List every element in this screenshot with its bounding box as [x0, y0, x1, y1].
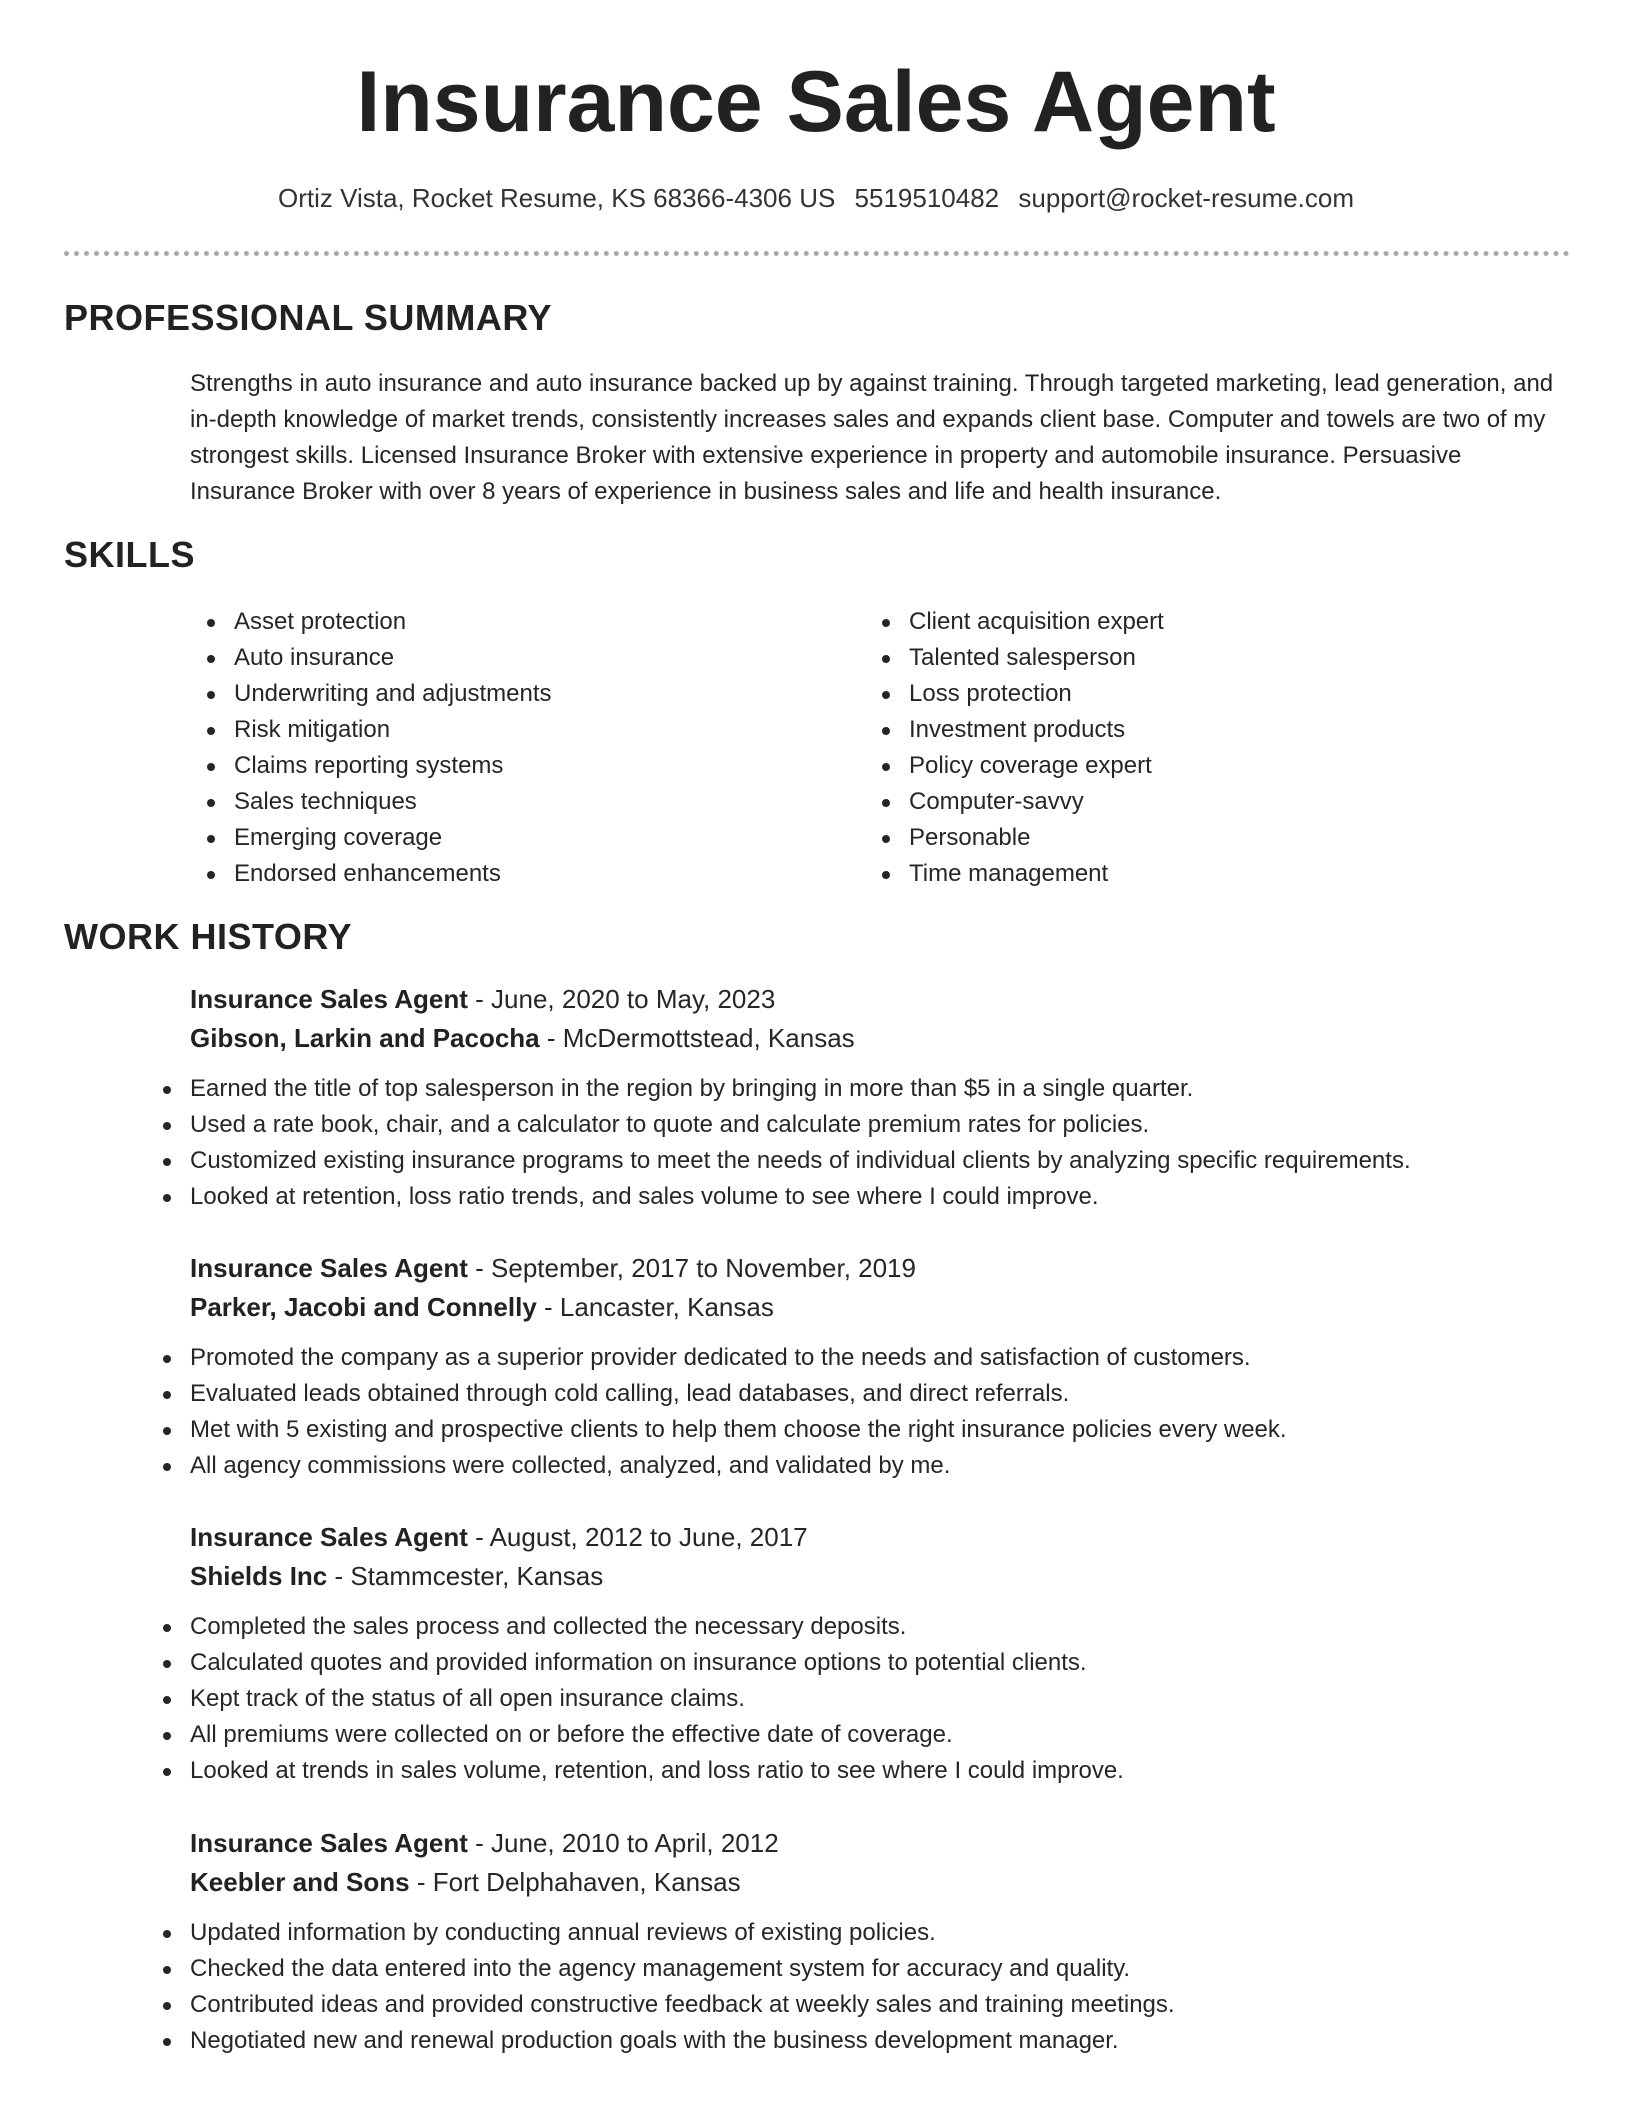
- skill-item: Sales techniques: [190, 784, 830, 820]
- job-bullets: [190, 1071, 1570, 1215]
- job-role: Insurance Sales Agent: [190, 1253, 468, 1283]
- skills-list-right: [865, 604, 1505, 892]
- contact-address: Ortiz Vista, Rocket Resume, KS 68366-4306 US: [277, 183, 836, 213]
- skill-item: Emerging coverage: [190, 820, 830, 856]
- skill-item: Policy coverage expert: [865, 748, 1505, 784]
- contact-phone: 5519510482: [854, 183, 1000, 213]
- job-company-line: [190, 1019, 1570, 1058]
- job-title-line: [190, 1518, 1570, 1557]
- job-dates: - August, 2012 to June, 2017: [467, 1522, 808, 1552]
- skill-item: Investment products: [865, 712, 1505, 748]
- work-history-heading: WORK HISTORY: [64, 916, 353, 957]
- skills-list-left: [190, 604, 830, 892]
- job-company: Keebler and Sons: [190, 1867, 410, 1897]
- skill-item: Computer-savvy: [865, 784, 1505, 820]
- job-bullet: Met with 5 existing and prospective clients to help them choose the right insurance policies every week.: [146, 1412, 1570, 1448]
- job-title-line: [190, 980, 1570, 1019]
- job-bullet: Checked the data entered into the agency management system for accuracy and quality.: [146, 1951, 1570, 1987]
- candidate-name: Insurance Sales Agent: [356, 54, 1276, 150]
- summary-text: Strengths in auto insurance and auto insurance backed up by against training. Through targeted marketing, lead generation, and in-depth knowledge of market trends, consistently increases sales and expands client base. Computer and towels are two of my strongest skills. Licensed Insurance Broker with extensive experience in property and automobile insurance. Persuasive Insurance Broker with over 8 years of experience in business sales and life and health insurance.: [190, 370, 1554, 505]
- job-entry: [190, 1824, 1570, 2059]
- job-company: Parker, Jacobi and Connelly: [190, 1292, 537, 1322]
- job-bullet: Evaluated leads obtained through cold calling, lead databases, and direct referrals.: [146, 1376, 1570, 1412]
- job-role: Insurance Sales Agent: [190, 984, 468, 1014]
- skill-item: Client acquisition expert: [865, 604, 1505, 640]
- job-role: Insurance Sales Agent: [190, 1522, 468, 1552]
- job-bullet: Used a rate book, chair, and a calculator to quote and calculate premium rates for policies.: [146, 1107, 1570, 1143]
- skill-item: Risk mitigation: [190, 712, 830, 748]
- job-bullet: Calculated quotes and provided information on insurance options to potential clients.: [146, 1645, 1570, 1681]
- job-entry: [190, 980, 1570, 1215]
- skill-item: Personable: [865, 820, 1505, 856]
- job-title-line: [190, 1249, 1570, 1288]
- job-company: Shields Inc: [190, 1561, 328, 1591]
- job-location: - Fort Delphahaven, Kansas: [409, 1867, 741, 1897]
- job-bullet: All premiums were collected on or before the effective date of coverage.: [146, 1717, 1570, 1753]
- job-title-line: [190, 1824, 1570, 1863]
- job-location: - Lancaster, Kansas: [536, 1292, 774, 1322]
- job-bullet: Negotiated new and renewal production goals with the business development manager.: [146, 2023, 1570, 2059]
- job-bullet: Kept track of the status of all open insurance claims.: [146, 1681, 1570, 1717]
- job-entry: [190, 1249, 1570, 1484]
- skill-item: Claims reporting systems: [190, 748, 830, 784]
- summary-heading: PROFESSIONAL SUMMARY: [64, 297, 553, 338]
- job-company-line: [190, 1863, 1570, 1902]
- job-dates: - June, 2010 to April, 2012: [467, 1828, 779, 1858]
- job-bullet: Customized existing insurance programs to meet the needs of individual clients by analyzing specific requirements.: [146, 1143, 1570, 1179]
- contact-email: support@rocket-resume.com: [1018, 183, 1355, 213]
- skill-item: Auto insurance: [190, 640, 830, 676]
- job-entry: [190, 1518, 1570, 1789]
- job-bullet: Promoted the company as a superior provider dedicated to the needs and satisfaction of customers.: [146, 1340, 1570, 1376]
- skill-item: Endorsed enhancements: [190, 856, 830, 892]
- job-location: - Stammcester, Kansas: [327, 1561, 604, 1591]
- job-bullet: Looked at retention, loss ratio trends, and sales volume to see where I could improve.: [146, 1179, 1570, 1215]
- skill-item: Underwriting and adjustments: [190, 676, 830, 712]
- job-bullet: Earned the title of top salesperson in the region by bringing in more than $5 in a single quarter.: [146, 1071, 1570, 1107]
- header-divider: [64, 251, 1570, 256]
- skill-item: Loss protection: [865, 676, 1505, 712]
- skill-item: Talented salesperson: [865, 640, 1505, 676]
- job-bullet: Completed the sales process and collected the necessary deposits.: [146, 1609, 1570, 1645]
- job-dates: - September, 2017 to November, 2019: [467, 1253, 916, 1283]
- job-bullet: Looked at trends in sales volume, retention, and loss ratio to see where I could improve.: [146, 1753, 1570, 1789]
- contact-line: [0, 180, 1632, 216]
- skills-heading: SKILLS: [64, 534, 196, 575]
- skill-item: Asset protection: [190, 604, 830, 640]
- job-bullets: [190, 1915, 1570, 2059]
- job-location: - McDermottstead, Kansas: [539, 1023, 855, 1053]
- job-company-line: [190, 1288, 1570, 1327]
- job-dates: - June, 2020 to May, 2023: [467, 984, 776, 1014]
- job-company: Gibson, Larkin and Pacocha: [190, 1023, 540, 1053]
- job-bullet: Contributed ideas and provided constructive feedback at weekly sales and training meetings.: [146, 1987, 1570, 2023]
- job-company-line: [190, 1557, 1570, 1596]
- job-bullets: [190, 1609, 1570, 1789]
- job-role: Insurance Sales Agent: [190, 1828, 468, 1858]
- job-bullet: All agency commissions were collected, analyzed, and validated by me.: [146, 1448, 1570, 1484]
- skill-item: Time management: [865, 856, 1505, 892]
- job-bullets: [190, 1340, 1570, 1484]
- job-bullet: Updated information by conducting annual reviews of existing policies.: [146, 1915, 1570, 1951]
